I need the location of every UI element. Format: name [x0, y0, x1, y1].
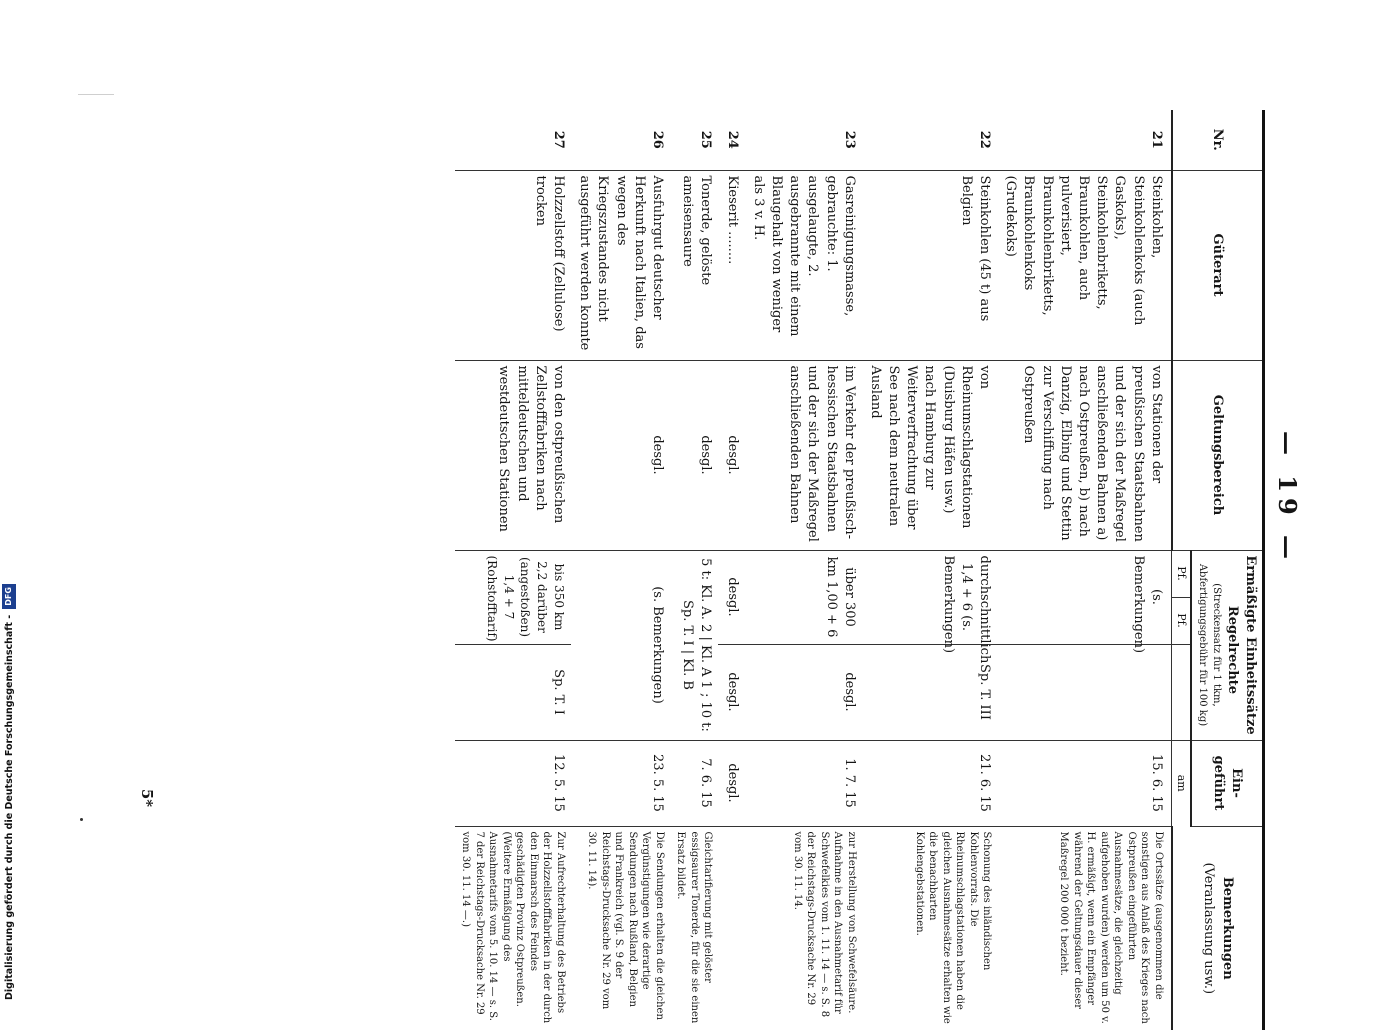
row-bemerkung: Die Ortssätze (ausgenommen die sonstigen aus Anlaß des Krieges nach Ostpreußen eingeführten Ausnahmesätze, die gleichzeitig aufgehoben wurden) werden um 50 v. H. ermäßigt, wenn ein Empfänger während der Geltungsdauer dieser Maßregel 200 000 t bezieht.: [1058, 831, 1164, 1024]
row-geltungsbereich: im Verkehr der preußisch-hessischen Staatsbahnen und der sich der Maßregel anschließenden Bahnen: [745, 360, 862, 550]
tariff-table: [455, 110, 1265, 1030]
row-eingefuehrt: 15. 6. 15: [997, 740, 1172, 826]
table-row: [455, 110, 571, 1030]
header-gueterart: Güterart: [1172, 170, 1264, 360]
row-nr: 23: [745, 110, 862, 170]
table-row: [670, 110, 719, 1030]
subheader-pf-regel: [1172, 644, 1191, 740]
header-nr: Nr.: [1172, 110, 1264, 170]
row-ermaessigt: (s. Bemerkungen): [997, 550, 1172, 644]
row-gueterart: Steinkohlen, Steinkohlenkoks (auch Gaskoks), Steinkohlenbriketts, Braunkohlen, auch pulverisiert, Braunkohlenbriketts, Braunkohlenkoks (Grudekoks): [997, 170, 1172, 360]
row-eingefuehrt: 23. 5. 15: [571, 740, 670, 826]
row-nr: 26: [571, 110, 670, 170]
row-regelrecht: [997, 644, 1172, 740]
row-nr: 25: [670, 110, 719, 170]
header-einheitssaetze: [1191, 550, 1264, 740]
row-bemerkung: Gleichtarifierung mit gelöster essigsaurer Tonerde, für die sie einen Ersatz bildet.: [675, 831, 714, 1024]
row-gueterart: Holzzellstoff (Zellulose) trocken: [455, 170, 571, 360]
row-gueterart: Ausfuhrgut deutscher Herkunft nach Italien, das wegen des Kriegszustandes nicht ausgeführt werden konnte: [571, 170, 670, 360]
row-bemerkung: Schonung des inländischen Kohlenvorrats. Die Rheinumschlagstationen haben die gleichen Ausnahmesätze erhalten wie die benachbarten Kohlengebstationen.: [913, 831, 993, 1024]
scan-artifact-line: [78, 94, 114, 95]
row-geltungsbereich: desgl.: [670, 360, 719, 550]
row-eingefuehrt: desgl.: [718, 740, 744, 826]
header-ermaessigte-subtitle: (Streckensatz für 1 tkm, Abfertigungsgebühr für 100 kg): [1196, 563, 1222, 727]
row-gueterart: Kieserit ........: [718, 170, 744, 360]
subheader-pf-gebuehr: Pf.: [1172, 597, 1191, 644]
row-nr: 21: [997, 110, 1172, 170]
subheader-pf-strecke: Pf.: [1172, 550, 1191, 597]
row-gueterart: Gasreinigungsmasse, gebrauchte: 1. ausgelaugte, 2. ausgebrannte mit einem Blaugehalt von weniger als 3 v. H.: [745, 170, 862, 360]
row-eingefuehrt: 12. 5. 15: [455, 740, 571, 826]
header-eingefuehrt: Ein-geführt: [1191, 740, 1264, 826]
page-number: — 19 —: [1273, 430, 1303, 566]
row-geltungsbereich: desgl.: [571, 360, 670, 550]
row-nr: 22: [862, 110, 997, 170]
row-regelrecht: Sp. T. I: [455, 644, 571, 740]
row-nr: 27: [455, 110, 571, 170]
row-ermaessigt: 5 t: Kl. A. 2 | Kl. A 1 ; 10 t: Sp. T. I | Kl. B: [670, 550, 719, 740]
header-ermaessigte-title: Ermäßigte Einheitssätze Regelrechte: [1224, 555, 1258, 735]
row-bemerkung: [718, 826, 744, 1030]
table-row: [745, 110, 862, 1030]
row-ermaessigt: desgl.: [718, 550, 744, 644]
table-row: [997, 110, 1172, 1030]
row-regelrecht: desgl.: [745, 644, 862, 740]
sheet-signature-mark: 5*: [138, 788, 156, 808]
header-regelrechte: Regelrechte: [1224, 605, 1240, 695]
row-eingefuehrt: 7. 6. 15: [670, 740, 719, 826]
row-ermaessigt: durchschnittlich 1,4 + 6 (s. Bemerkungen): [862, 550, 997, 644]
row-bemerkung: Die Sendungen erhalten die gleichen Vergünstigungen wie derartige Sendungen nach Rußland, Belgien und Frankreich (vgl. S. 9 der Reichstags-Drucksache Nr. 29 vom 30. 11. 14).: [586, 831, 665, 1020]
header-bemerkungen: Bemerkungen (Veranlassung usw.): [1172, 826, 1264, 1030]
row-geltungsbereich: von Rheinumschlagstationen (Duisburg Häfen usw.) nach Hamburg zur Weiterverfrachtung über See nach dem neutralen Ausland: [862, 360, 997, 550]
dfg-logo: DFG: [2, 584, 16, 609]
row-geltungsbereich: desgl.: [718, 360, 744, 550]
row-ermaessigt: (s. Bemerkungen): [571, 550, 670, 740]
row-gueterart: Tonerde, gelöste ameisensaure: [670, 170, 719, 360]
row-bemerkung: zur Herstellung von Schwefelsäure. Aufnahme in den Ausnahmetarif für Schwefelkies vom 1. 11. 14 — s. S. 8 der Reichstags-Drucksache Nr. 29 vom 30. 11. 14.: [791, 831, 857, 1018]
row-ermaessigt: bis 350 km 2,2 darüber (angestoßen) 1,4 + 7 (Rohstofftarif): [455, 550, 571, 644]
row-eingefuehrt: 1. 7. 15: [745, 740, 862, 826]
table-row: [862, 110, 997, 1030]
scan-speck: [80, 818, 83, 821]
row-bemerkung: Zur Aufrechterhaltung des Betriebs der Holzzellstofffabriken in der durch den Einmarsch des Feindes geschädigten Provinz Ostpreußen. (Weitere Ermäßigung des Ausnahmetarifs vom 5. 10. 14 — s. S. 7 der Reichstags-Drucksache Nr. 29 vom 30. 11. 14 —.): [460, 831, 566, 1024]
row-geltungsbereich: von den ostpreußischen Zellstofffabriken nach mitteldeutschen und westdeutschen Stationen: [455, 360, 571, 550]
row-ermaessigt: über 300 km 1,00 + 6: [745, 550, 862, 644]
digitization-note-text: Digitalisierung gefördert durch die Deutsche Forschungsgemeinschaft -: [3, 614, 15, 1000]
row-eingefuehrt: 21. 6. 15: [862, 740, 997, 826]
table-row: [718, 110, 744, 1030]
tariff-table-rotated: [155, 110, 1265, 1030]
table-row: [571, 110, 670, 1030]
header-geltungsbereich: Geltungsbereich: [1172, 360, 1264, 550]
digitization-note: [0, 587, 18, 1000]
subheader-am: am: [1172, 740, 1191, 826]
row-geltungsbereich: von Stationen der preußischen Staatsbahnen und der sich der Maßregel anschließenden Bahnen a) nach Ostpreußen, b) nach Danzig, Elbing und Stettin zur Verschiffung nach Ostpreußen: [997, 360, 1172, 550]
row-regelrecht: Sp. T. III: [862, 644, 997, 740]
row-nr: 24: [718, 110, 744, 170]
row-gueterart: Steinkohlen (45 t) aus Belgien: [862, 170, 997, 360]
row-regelrecht: desgl.: [718, 644, 744, 740]
